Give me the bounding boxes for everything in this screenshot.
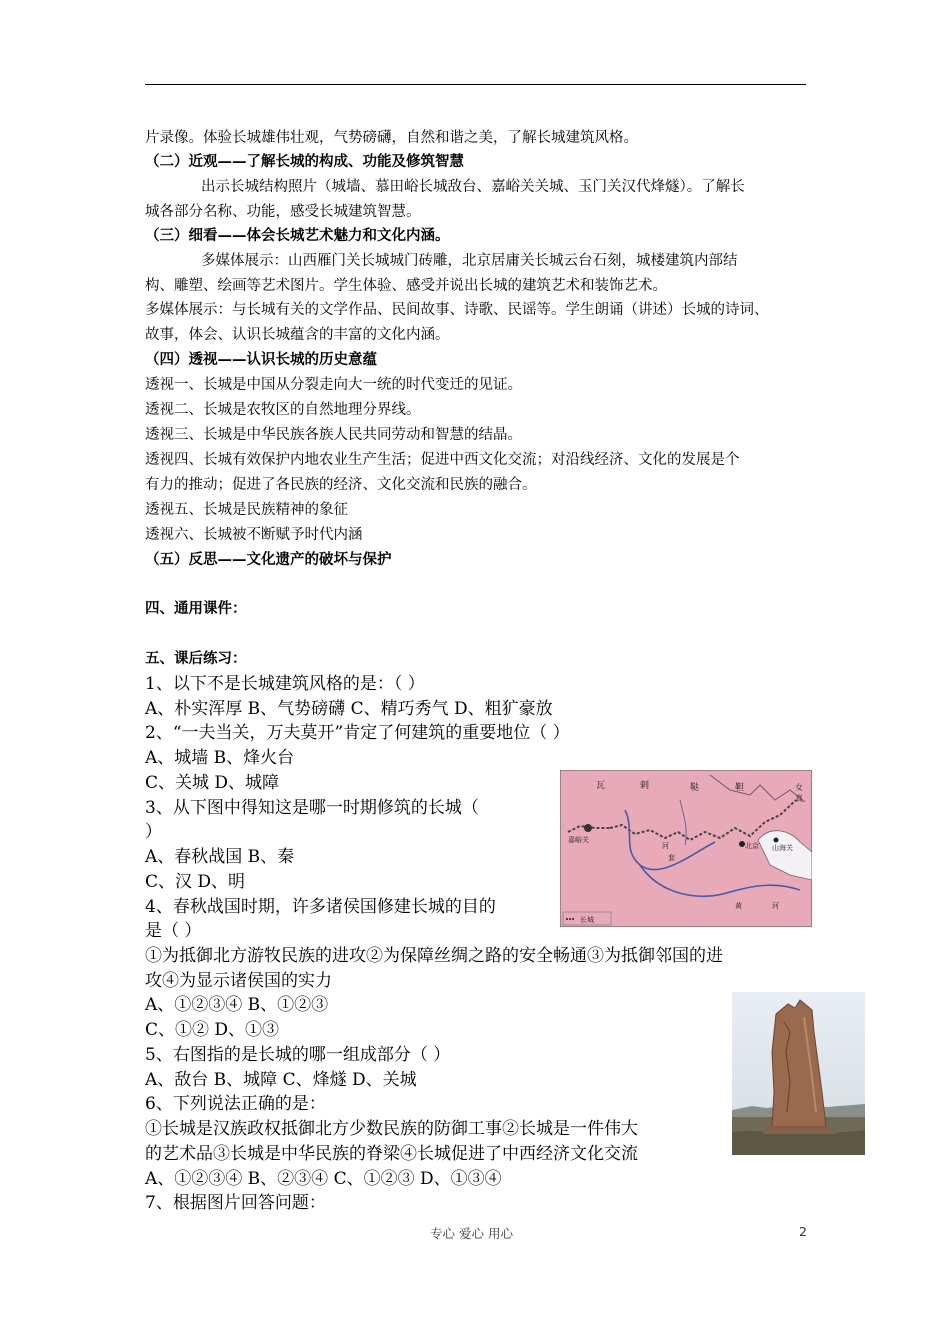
question-line: 攻④为显示诸侯国的实力 [145, 971, 332, 991]
map-label: 女 [795, 783, 803, 792]
beacon-tower-photo [732, 992, 865, 1155]
section-heading: 五、课后练习： [145, 650, 247, 667]
footer-slogan: 专心 爱心 用心 [430, 1226, 513, 1241]
paragraph-line: 出示长城结构照片（城墙、慕田峪长城敌台、嘉峪关关城、玉门关汉代烽燧）。了解长 [201, 179, 745, 195]
map-label: 真 [795, 794, 803, 803]
question-options: C、①② D、①③ [145, 1020, 280, 1040]
great-wall-map [560, 770, 812, 927]
question-line: 的艺术品③长城是中华民族的脊梁④长城促进了中西经济文化交流 [145, 1144, 638, 1164]
paragraph-line: 构、雕塑、绘画等艺术图片。学生体验、感受并说出长城的建筑艺术和装饰艺术。 [145, 278, 667, 294]
paragraph-line: 有力的推动；促进了各民族的经济、文化交流和民族的融合。 [145, 477, 537, 493]
page-number: 2 [799, 1224, 807, 1239]
paragraph-line: 透视一、长城是中国从分裂走向大一统的时代变迁的见证。 [145, 377, 522, 393]
map-label: 河 [662, 843, 669, 850]
map-label: 山海关 [772, 845, 793, 852]
paragraph-line: 透视三、长城是中华民族各族人民共同劳动和智慧的结晶。 [145, 427, 522, 443]
map-label: 鞑 [690, 782, 700, 792]
map-label: 靼 [735, 782, 745, 792]
question-options: C、关城 D、城障 [145, 773, 280, 793]
section-heading: （五）反思——文化遗产的破坏与保护 [145, 551, 392, 568]
map-label: 瓦 [596, 780, 606, 790]
question-line: 1、以下不是长城建筑风格的是：（ ） [145, 674, 425, 694]
question-line: 是（ ） [145, 921, 202, 941]
map-label: 剌 [640, 780, 650, 790]
paragraph-line: 多媒体展示：山西雁门关长城城门砖雕，北京居庸关长城云台石刻，城楼建筑内部结 [201, 253, 738, 269]
question-line: 5、右图指的是长城的哪一组成部分（ ） [145, 1045, 451, 1065]
paragraph-line: 透视五、长城是民族精神的象征 [145, 502, 348, 518]
question-options: A、朴实浑厚 B、气势磅礴 C、精巧秀气 D、粗犷豪放 [145, 699, 553, 719]
question-options: C、汉 D、明 [145, 872, 246, 892]
paragraph-line: 城各部分名称、功能，感受长城建筑智慧。 [145, 204, 421, 220]
question-line: 6、下列说法正确的是： [145, 1094, 326, 1114]
map-label: 嘉峪关 [568, 837, 589, 844]
map-label: 黄 [735, 903, 742, 910]
header-rule [145, 84, 806, 85]
section-heading: （四）透视——认识长城的历史意蕴 [145, 351, 377, 368]
section-heading: 四、通用课件： [145, 600, 247, 617]
paragraph-line: 多媒体展示：与长城有关的文学作品、民间故事、诗歌、民谣等。学生朗诵（讲述）长城的诗词、 [145, 302, 769, 318]
paragraph-line: 透视六、长城被不断赋予时代内涵 [145, 527, 363, 543]
question-options: A、①②③④ B、①②③ [145, 995, 329, 1015]
question-options: A、敌台 B、城障 C、烽燧 D、关城 [145, 1070, 417, 1090]
section-heading: （三）细看——体会长城艺术魅力和文化内涵。 [145, 227, 450, 244]
question-options: A、城墙 B、烽火台 [145, 748, 295, 768]
paragraph-line: 故事，体会、认识长城蕴含的丰富的文化内涵。 [145, 327, 450, 343]
question-line: ） [145, 822, 162, 842]
question-line: ①为抵御北方游牧民族的进攻②为保障丝绸之路的安全畅通③为抵御邻国的进 [145, 946, 723, 966]
paragraph-line: 透视二、长城是农牧区的自然地理分界线。 [145, 402, 421, 418]
question-line: 7、根据图片回答问题： [145, 1193, 326, 1213]
question-options: A、春秋战国 B、秦 [145, 847, 295, 867]
map-label: 套 [668, 855, 675, 862]
map-label: 河 [772, 903, 779, 910]
question-line: 2、“一夫当关，万夫莫开”肯定了何建筑的重要地位（ ） [145, 723, 570, 743]
map-legend-label: 长城 [580, 917, 594, 924]
question-line: 4、春秋战国时期，许多诸侯国修建长城的目的 [145, 897, 496, 917]
section-heading: （二）近观——了解长城的构成、功能及修筑智慧 [145, 153, 464, 170]
question-line: ①长城是汉族政权抵御北方少数民族的防御工事②长城是一件伟大 [145, 1119, 638, 1139]
paragraph-line: 片录像。体验长城雄伟壮观，气势磅礴，自然和谐之美，了解长城建筑风格。 [145, 130, 638, 146]
question-line: 3、从下图中得知这是哪一时期修筑的长城（ [145, 798, 479, 818]
paragraph-line: 透视四、长城有效保护内地农业生产生活；促进中西文化交流；对沿线经济、文化的发展是个 [145, 452, 740, 468]
map-label: 北京 [745, 843, 759, 850]
question-options: A、①②③④ B、②③④ C、①②③ D、①③④ [145, 1169, 502, 1189]
